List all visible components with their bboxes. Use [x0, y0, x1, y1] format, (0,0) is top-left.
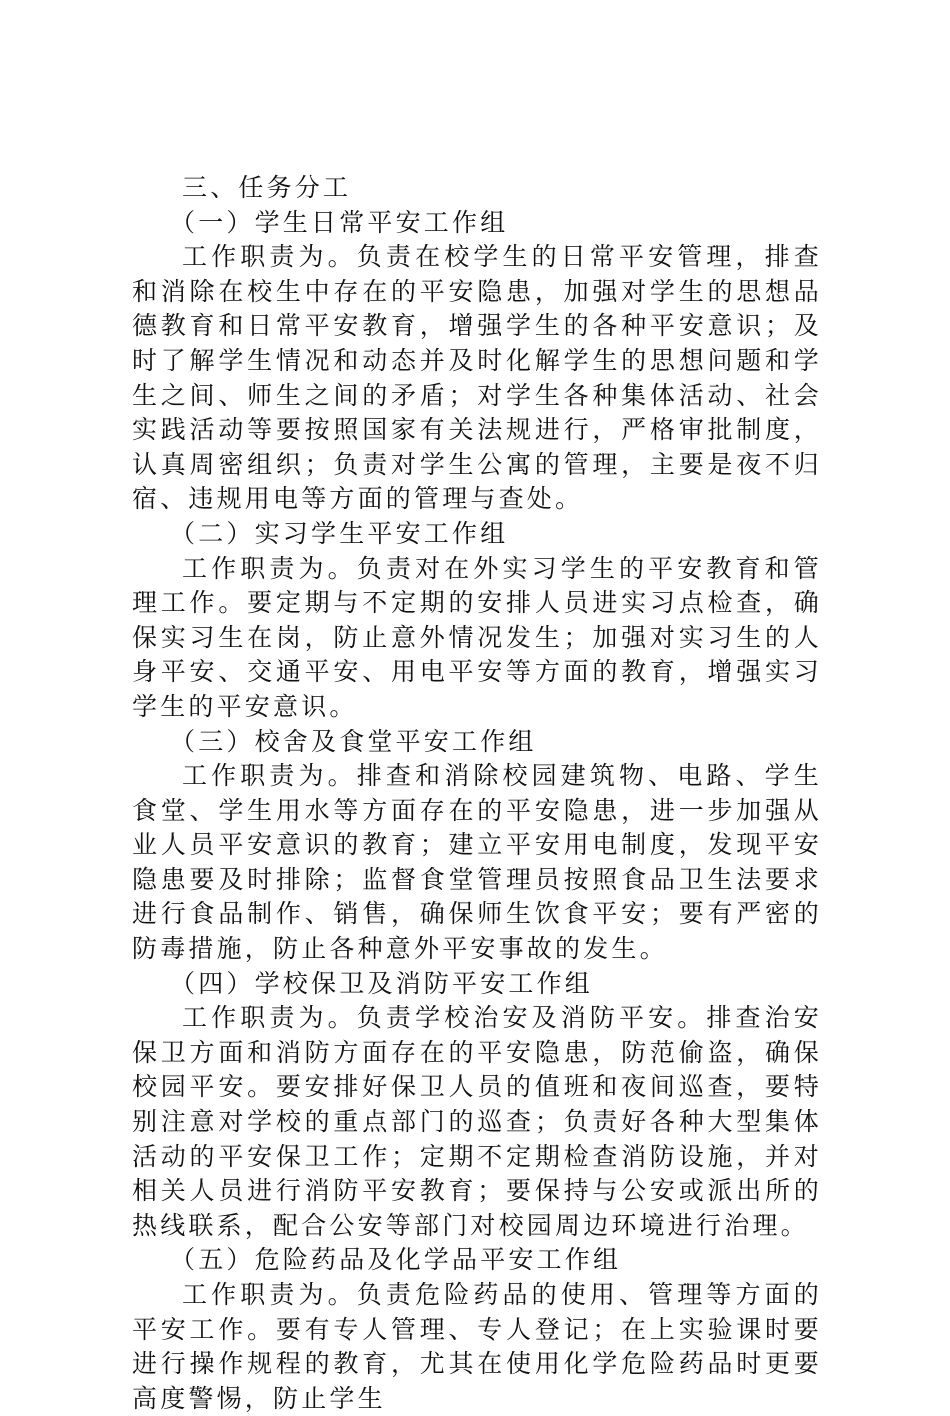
document-body: [132, 171, 822, 1416]
group-body-5: 工作职责为。负责危险药品的使用、管理等方面的平安工作。要有专人管理、专人登记；在上实验课时要进行操作规程的教育，尤其在使用化学危险药品时更要高度警惕，防止学生: [132, 1280, 822, 1413]
group-body-1: 工作职责为。负责在校学生的日常平安管理，排查和消除在校生中存在的平安隐患，加强对学生的思想品德教育和日常平安教育，增强学生的各种平安意识；及时了解学生情况和动态并及时化解学生的思想问题和学生之间、师生之间的矛盾；对学生各种集体活动、社会实践活动等要按照国家有关法规进行，严格审批制度，认真周密组织；负责对学生公寓的管理，主要是夜不归宿、违规用电等方面的管理与查处。: [132, 242, 822, 514]
group-title-2: （二）实习学生平安工作组: [170, 518, 509, 548]
group-title-1: （一）学生日常平安工作组: [170, 207, 509, 237]
group-title-3: （三）校舍及食堂平安工作组: [170, 726, 537, 756]
group-title-4: （四）学校保卫及消防平安工作组: [170, 968, 594, 998]
section-heading: 三、任务分工: [182, 173, 352, 202]
group-body-2: 工作职责为。负责对在外实习学生的平安教育和管理工作。要定期与不定期的安排人员进实习点检查，确保实习生在岗，防止意外情况发生；加强对实习生的人身平安、交通平安、用电平安等方面的教育，增强实习学生的平安意识。: [132, 553, 822, 721]
group-body-3: 工作职责为。排查和消除校园建筑物、电路、学生食堂、学生用水等方面存在的平安隐患，进一步加强从业人员平安意识的教育；建立平安用电制度，发现平安隐患要及时排除；监督食堂管理员按照食品卫生法要求进行食品制作、销售，确保师生饮食平安；要有严密的防毒措施，防止各种意外平安事故的发生。: [132, 761, 822, 964]
group-title-5: （五）危险药品及化学品平安工作组: [170, 1245, 622, 1275]
group-body-4: 工作职责为。负责学校治安及消防平安。排查治安保卫方面和消防方面存在的平安隐患，防范偷盗，确保校园平安。要安排好保卫人员的值班和夜间巡查，要特别注意对学校的重点部门的巡查；负责好各种大型集体活动的平安保卫工作；定期不定期检查消防设施，并对相关人员进行消防平安教育；要保持与公安或派出所的热线联系，配合公安等部门对校园周边环境进行治理。: [132, 1003, 822, 1240]
